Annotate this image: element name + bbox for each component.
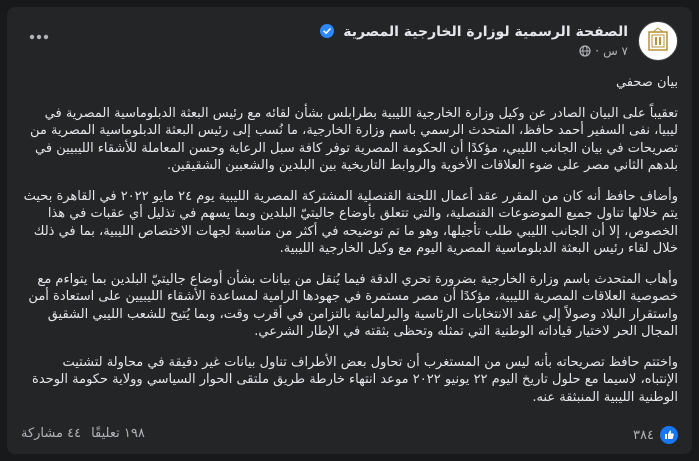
post-header bbox=[21, 21, 678, 65]
post-meta bbox=[579, 44, 628, 58]
more-options-icon[interactable] bbox=[23, 25, 55, 49]
post-paragraph-1: تعقيباً على البيان الصادر عن وكيل وزارة الخارجية الليبية بطرابلس بشأن لقائه مع رئيس البعثة الدبلوماسية المصرية في ليبيا، نفى السفير أحمد حافظ، المتحدث الرسمي باسم وزارة الخارجية، ما نُسب إلى رئيس البعثة الدبلوماسية المصرية من تصريحات في بيان الجانب الليبي، مؤكدًا أن الحكومة المصرية توفر كافة سبل الرعاية وحسن المعاملة للأشقاء الليبيين في بلدهم الثاني مصر على ضوء العلاقات الأخوية والروابط التاريخية بين البلدين والشعبين الشقيقين. bbox=[30, 105, 678, 173]
page-name-row bbox=[320, 24, 628, 40]
post-title: بيان صحفي bbox=[615, 75, 678, 90]
like-reaction-icon bbox=[660, 426, 678, 444]
reactions-summary[interactable] bbox=[633, 426, 678, 444]
verified-badge-icon bbox=[320, 24, 334, 38]
post-paragraph-2: وأضاف حافظ أنه كان من المقرر عقد أعمال اللجنة القنصلية المشتركة المصرية الليبية يوم ٢٤ مايو ٢٠٢٢ في القاهرة بحيث يتم خلالها تناول جميع الموضوعات القنصلية، والتي تتعلق بأوضاع جاليتيّ البلدين وبما يسهم في تذليل أي عقبات في هذا الخصوص، إلا أن الجانب الليبي طلب تأجيلها، وهو ما تم توضيحه في أكثر من مناسبة لجهات الاختصاص الليبية، بما في ذلك خلال لقاء رئيس البعثة الدبلوماسية المصرية اليوم مع وكيل الخارجية الليبية. bbox=[23, 188, 678, 256]
ministry-logo-icon bbox=[643, 26, 673, 56]
page-name[interactable]: الصفحة الرسمية لوزارة الخارجية المصرية bbox=[343, 24, 628, 40]
reactions-count[interactable]: ٣٨٤ bbox=[633, 427, 654, 443]
globe-icon[interactable] bbox=[579, 45, 591, 57]
meta-separator: · bbox=[595, 44, 600, 58]
post-footer bbox=[21, 426, 678, 446]
comments-count[interactable]: ١٩٨ تعليقًا bbox=[91, 426, 145, 441]
post-paragraph-3: وأهاب المتحدث باسم وزارة الخارجية بضرورة تحري الدقة فيما يُنقل من بيانات بشأن أوضاع جاليتيّ البلدين بما يتواءم مع خصوصية العلاقات المصرية الليبية، مؤكدًا أن مصر مستمرة في جهودها الرامية لمساعدة الأشقاء الليبيين على استعادة أمن واستقرار البلاد وصولاً إلي عقد الانتخابات الرئاسية والبرلمانية بالتزامن في أقرب وقت، وبما يُتيح للشعب الليبي الشقيق المجال الحر لاختيار قياداته الوطنية التي تمثله وتحظى بثقته في الإطار الشرعي. bbox=[28, 271, 678, 339]
shares-count[interactable]: ٤٤ مشاركة bbox=[21, 426, 82, 441]
post-body bbox=[21, 74, 678, 419]
engagement-stats bbox=[21, 426, 145, 441]
post-card bbox=[7, 7, 692, 454]
post-time[interactable]: ٧ س bbox=[603, 44, 628, 58]
post-paragraph-4: واختتم حافظ تصريحاته بأنه ليس من المستغرب أن تحاول بعض الأطراف تناول بيانات غير دقيقة في محاولة لتشتيت الإنتباه، لاسيما مع حلول تاريخ اليوم ٢٢ يونيو ٢٠٢٢ موعد انتهاء خارطة طريق ملتقى الحوار السياسي وولاية حكومة الوحدة الوطنية الليبية المنبثقة عنه. bbox=[32, 354, 678, 405]
avatar[interactable] bbox=[638, 21, 678, 61]
